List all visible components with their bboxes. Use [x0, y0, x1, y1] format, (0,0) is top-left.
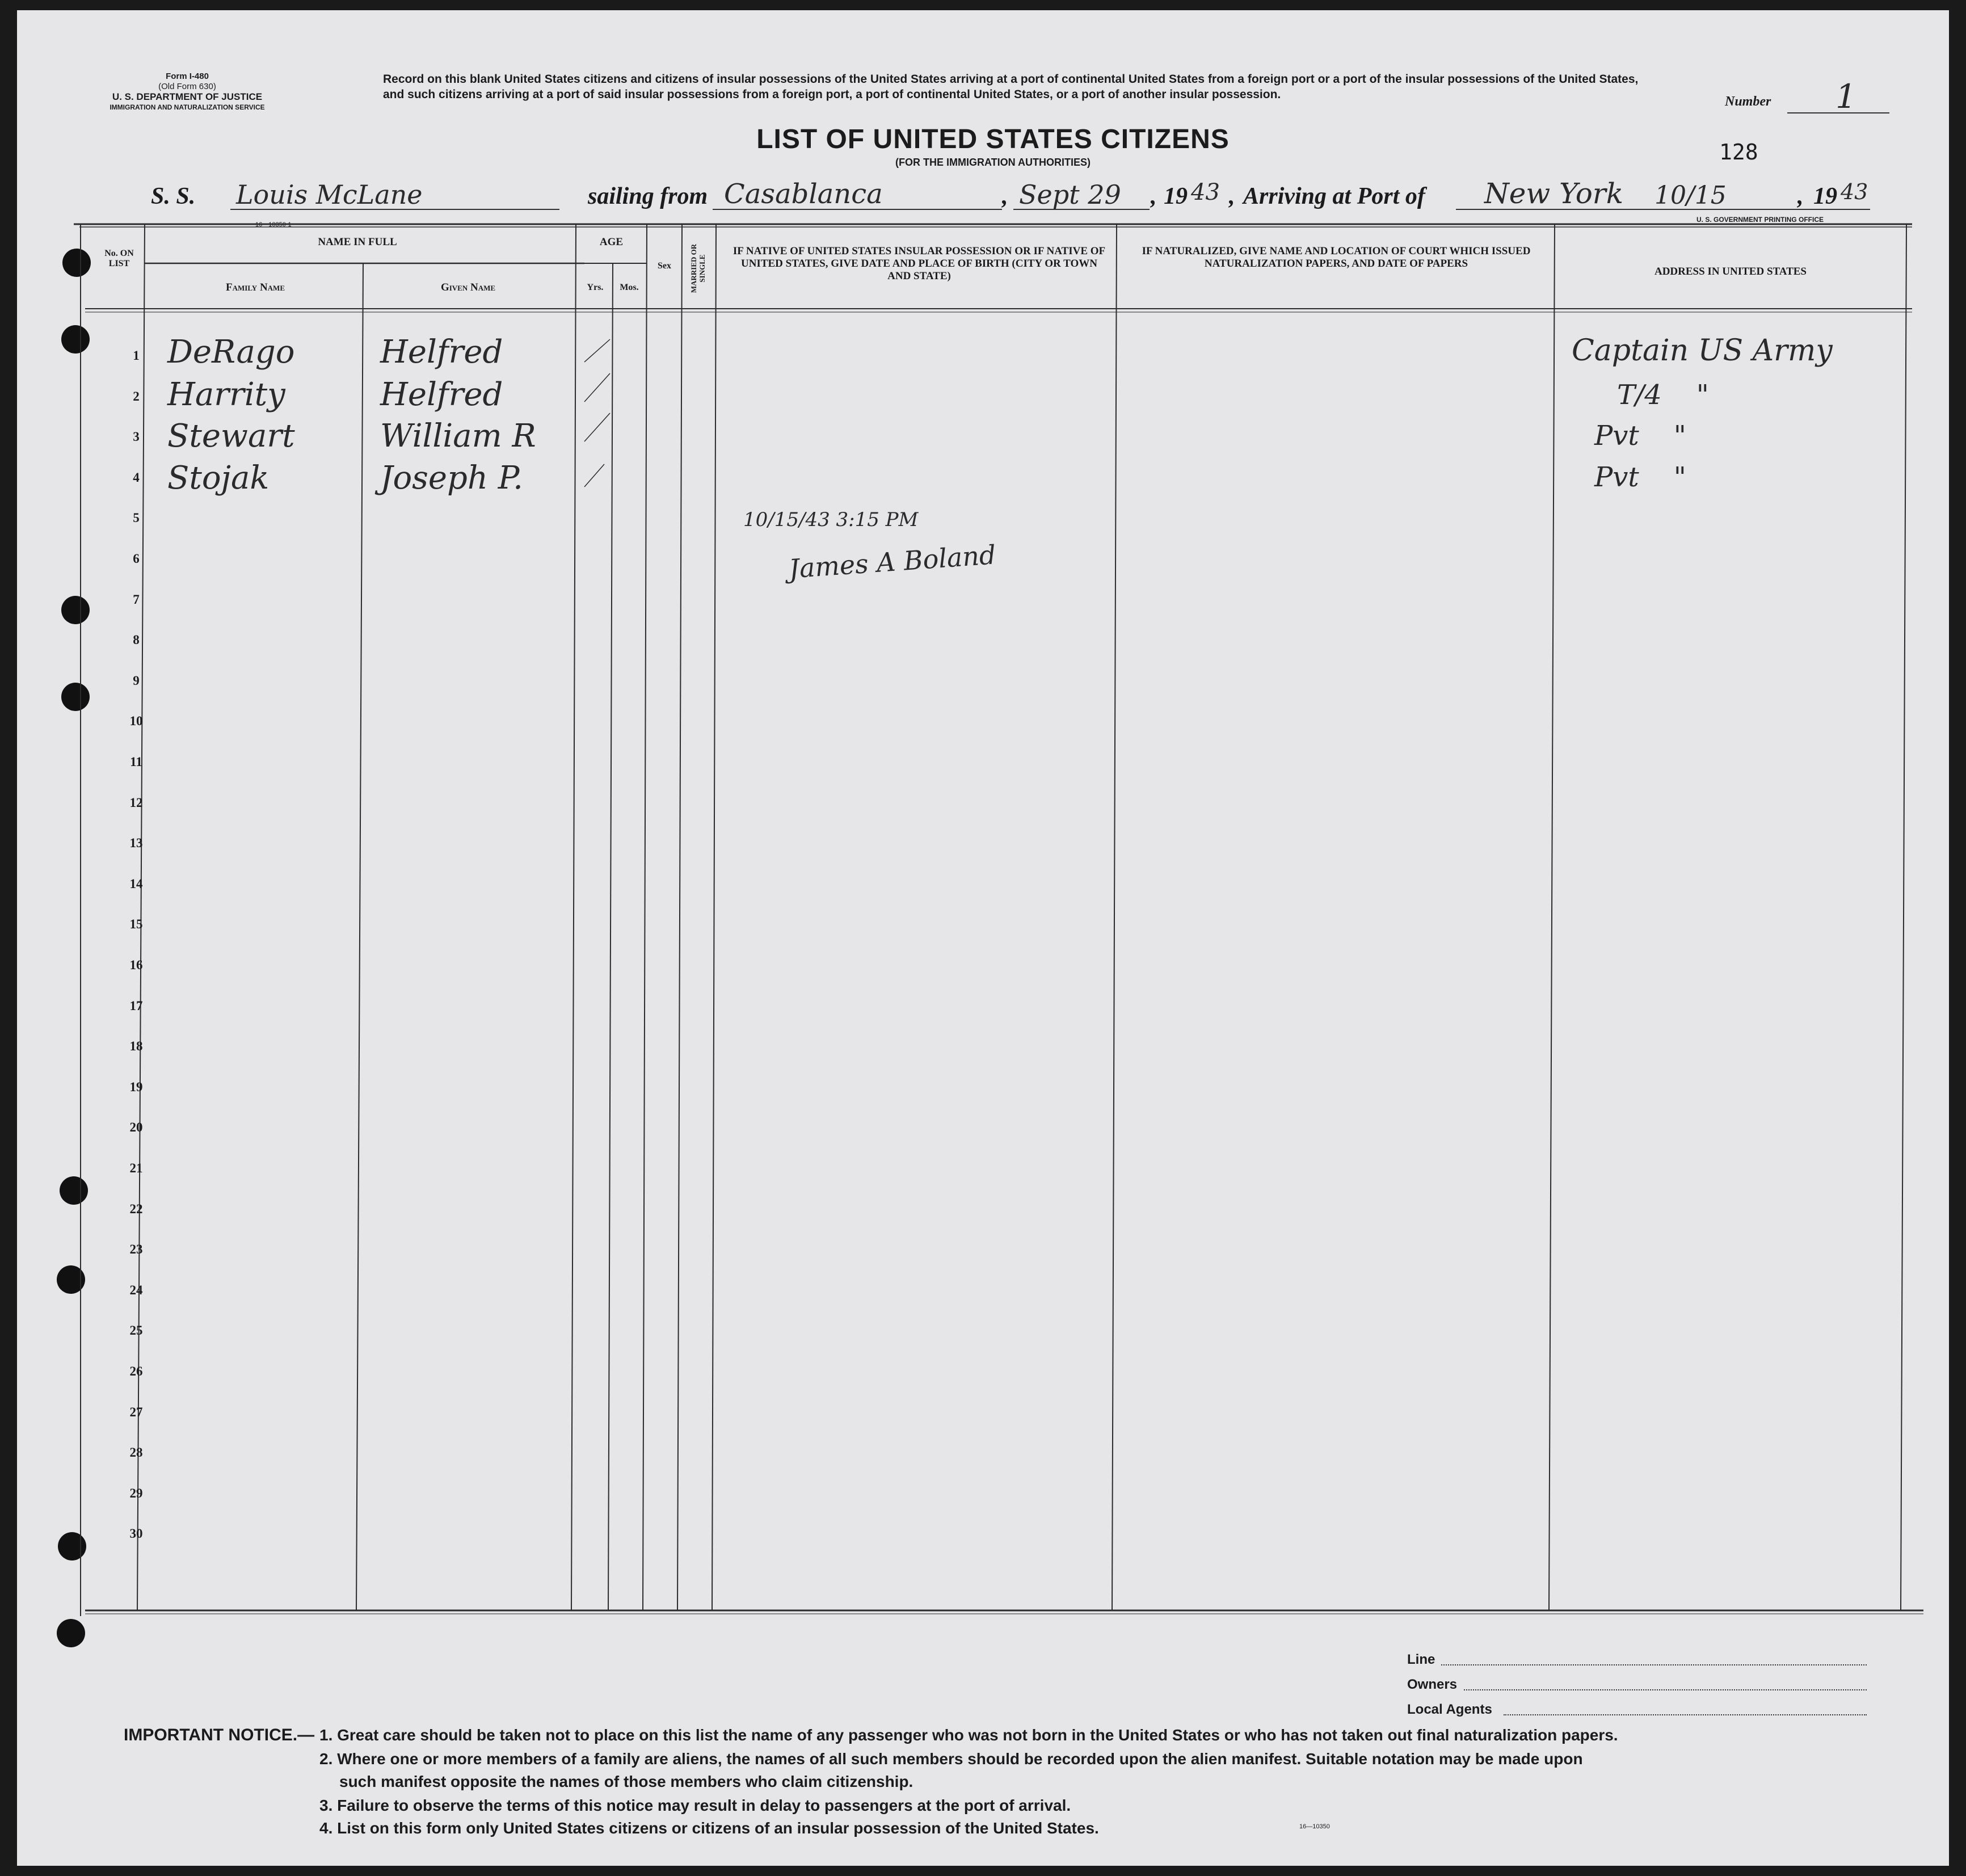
number-label: Number	[1725, 94, 1771, 109]
row-number: 23	[129, 1242, 143, 1257]
row-number: 21	[129, 1161, 143, 1175]
row-number: 15	[129, 917, 143, 932]
given-name-cell: Helfred	[380, 334, 503, 371]
family-name-cell: DeRago	[167, 334, 295, 371]
address-cell: Pvt "	[1594, 420, 1686, 452]
number-value: 1	[1836, 77, 1856, 116]
row-number: 25	[129, 1323, 143, 1338]
row-number: 28	[129, 1445, 143, 1460]
service: IMMIGRATION AND NATURALIZATION SERVICE	[110, 103, 265, 111]
col-birth: IF NATIVE OF UNITED STATES INSULAR POSSESSION OR IF NATIVE OF UNITED STATES, GIVE DATE AND PLACE OF BIRTH (CITY OR TOWN AND STATE)	[732, 245, 1106, 282]
sailing-from-value: Casablanca	[724, 178, 883, 210]
col-age-yrs: Yrs.	[587, 283, 604, 292]
notice-item-2: 2. Where one or more members of a family are aliens, the names of all such members should be recorded upon the alien manifest. Suitable notation may be made upon	[319, 1750, 1583, 1768]
arrival-date: 10/15	[1655, 181, 1727, 210]
notice-item-4: 4. List on this form only United States citizens or citizens of an insular possession of the United States.	[319, 1819, 1099, 1837]
given-name-cell: Helfred	[380, 376, 503, 413]
year-prefix: 19	[1164, 183, 1188, 209]
row-number: 16	[129, 958, 143, 972]
page-subtitle: (FOR THE IMMIGRATION AUTHORITIES)	[895, 157, 1091, 168]
notice-item-1: 1. Great care should be taken not to place on this list the name of any passenger who was not born in the United States or who has not taken out final naturalization papers.	[319, 1726, 1618, 1744]
row-number: 5	[133, 511, 140, 525]
arrival-port: New York	[1484, 177, 1623, 210]
family-name-cell: Stojak	[167, 460, 270, 497]
owners-field	[1464, 1689, 1867, 1690]
family-name-cell: Harrity	[167, 376, 285, 413]
col-naturalized: IF NATURALIZED, GIVE NAME AND LOCATION OF COURT WHICH ISSUED NATURALIZATION PAPERS, AND DATE OF PAPERS	[1142, 245, 1531, 270]
manifest-sheet	[17, 10, 1949, 1866]
col-family-name: Family Name	[226, 281, 285, 293]
line-field	[1441, 1664, 1867, 1665]
arrival-year-prefix: 19	[1813, 183, 1837, 209]
row-number: 12	[129, 795, 143, 810]
col-married-single: MARRIED OR SINGLE	[689, 243, 706, 293]
inspector-signature: James A Boland	[788, 539, 997, 584]
row-number: 7	[133, 592, 140, 607]
col-no-on-list: No. ON LIST	[104, 249, 134, 268]
stamp-number: 128	[1719, 140, 1758, 165]
row-number: 14	[129, 876, 143, 891]
row-number: 27	[129, 1404, 143, 1419]
arriving-label: Arriving at Port of	[1243, 183, 1425, 209]
col-name-in-full: NAME IN FULL	[318, 236, 397, 248]
col-address: ADDRESS IN UNITED STATES	[1654, 266, 1807, 277]
address-cell: T/4 "	[1617, 379, 1709, 411]
row-number: 1	[133, 348, 140, 363]
row-number: 8	[133, 633, 140, 647]
row-number: 9	[133, 673, 140, 688]
record-note: Record on this blank United States citizens and citizens of insular possessions of the United States arriving at a port of continental United States from a foreign port or a port of the insular possessions of the United States, and such citizens arriving at a port of said insular possessions from a foreign port, a port of continental United States, or a port of another insular possession.	[383, 73, 1639, 101]
col-age-mos: Mos.	[620, 283, 639, 292]
family-name-cell: Stewart	[167, 418, 295, 455]
col-sex: Sex	[658, 261, 671, 271]
sailing-from-label: sailing from	[588, 183, 708, 209]
col-given-name: Given Name	[440, 281, 496, 293]
bottom-code: 16—10350	[1299, 1823, 1330, 1830]
ship-name: Louis McLane	[236, 179, 423, 210]
address-cell: Pvt "	[1594, 461, 1686, 493]
row-number: 19	[129, 1079, 143, 1094]
row-number: 17	[129, 998, 143, 1013]
inspection-stamp: 10/15/43 3:15 PM	[743, 508, 919, 531]
row-number: 2	[133, 389, 140, 403]
row-number: 18	[129, 1039, 143, 1054]
notice-lead: IMPORTANT NOTICE.—	[124, 1726, 315, 1744]
row-number: 11	[130, 755, 142, 769]
ship-line: S. S. Louis McLane sailing from Casablanca , Sept 29 , 19 43 , Arriving at Port of New York 10/15 , 19 43	[151, 180, 1887, 214]
given-name-cell: William R	[380, 418, 536, 455]
local-agents-field	[1504, 1714, 1867, 1715]
row-number: 20	[129, 1120, 143, 1135]
form-number: Form I-480	[166, 71, 209, 81]
print-code: 16—10350-1	[255, 221, 292, 228]
col-age: AGE	[599, 236, 624, 248]
sail-date: Sept 29	[1019, 179, 1121, 210]
arrival-year: 43	[1841, 179, 1868, 204]
row-number: 24	[129, 1282, 143, 1297]
given-name-cell: Joseph P.	[380, 460, 523, 497]
row-number: 13	[129, 836, 143, 851]
ss-label: S. S.	[151, 183, 196, 209]
row-number: 3	[133, 430, 140, 444]
department: U. S. DEPARTMENT OF JUSTICE	[112, 91, 263, 102]
old-form: (Old Form 630)	[158, 82, 216, 91]
row-number: 22	[129, 1201, 143, 1216]
row-number: 30	[129, 1526, 143, 1541]
gpo-mark: U. S. GOVERNMENT PRINTING OFFICE	[1696, 216, 1824, 224]
line-label: Line	[1407, 1652, 1435, 1667]
notice-item-2-cont: such manifest opposite the names of those members who claim citizenship.	[339, 1773, 913, 1790]
row-number: 26	[129, 1364, 143, 1378]
local-agents-label: Local Agents	[1407, 1702, 1492, 1717]
row-number: 10	[129, 714, 143, 729]
notice-item-3: 3. Failure to observe the terms of this notice may result in delay to passengers at the port of arrival.	[319, 1797, 1071, 1814]
page-title: LIST OF UNITED STATES CITIZENS	[756, 124, 1230, 154]
address-cell: Captain US Army	[1572, 334, 1833, 368]
row-number: 4	[133, 470, 140, 485]
row-number: 29	[129, 1486, 143, 1500]
row-number: 6	[133, 552, 140, 566]
owners-label: Owners	[1407, 1677, 1458, 1692]
sail-year: 43	[1191, 179, 1220, 205]
